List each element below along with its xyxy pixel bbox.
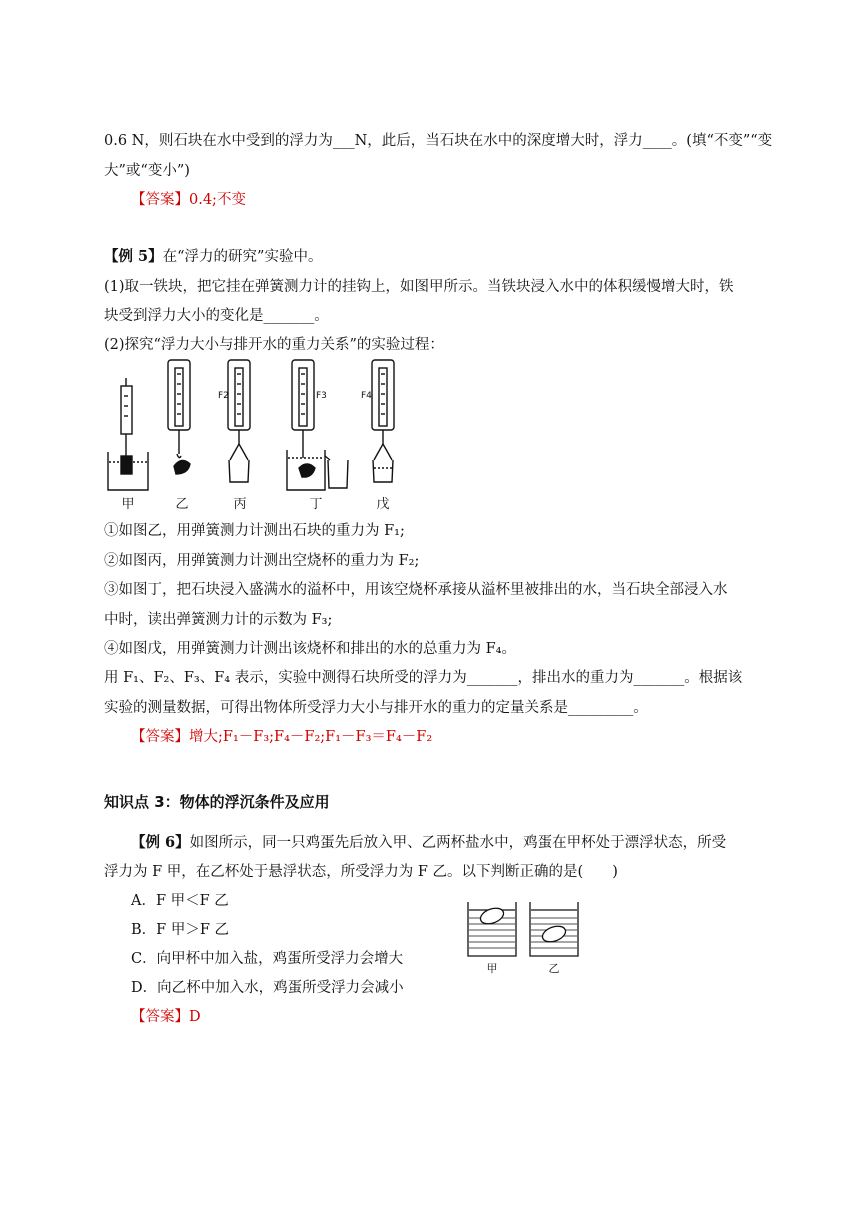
beaker-label-jia: 甲	[486, 962, 498, 975]
option-c: C．向甲杯中加入盐，鸡蛋所受浮力会增大	[131, 951, 404, 967]
question-line1: 用 F₁、F₂、F₃、F₄ 表示，实验中测得石块所受的浮力为_______，排出水的重力为_______。根据该	[104, 670, 743, 686]
answer-line	[131, 727, 432, 747]
beaker-jia	[468, 902, 516, 956]
answer-text: 0.4;不变	[189, 192, 246, 208]
option-b: B．F 甲＞F 乙	[131, 922, 229, 938]
force-label-f3: F3	[316, 391, 327, 401]
step-3-line2: 中时，读出弹簧测力计的示数为 F₃;	[104, 612, 333, 628]
section-heading: 知识点 3：物体的浮沉条件及应用	[104, 793, 330, 811]
option-d: D．向乙杯中加入水，鸡蛋所受浮力会减小	[131, 980, 404, 996]
figure-label-wu: 戊	[376, 497, 390, 512]
text-line: 浮力为 F 甲，在乙杯处于悬浮状态，所受浮力为 F 乙。以下判断正确的是( )	[104, 864, 618, 880]
example-text: 如图所示，同一只鸡蛋先后放入甲、乙两杯盐水中，鸡蛋在甲杯处于漂浮状态，所受	[189, 835, 727, 851]
text-line: 0.6 N，则石块在水中受到的浮力为___N，此后，当石块在水中的深度增大时，浮力____。(填“不变”“变	[104, 133, 773, 149]
example-6-title	[131, 833, 726, 853]
question-line2: 实验的测量数据，可得出物体所受浮力大小与排开水的重力的定量关系是_________。	[104, 700, 648, 716]
example-tag: 【例 5】	[104, 248, 163, 265]
text-line: 块受到浮力大小的变化是_______。	[104, 308, 329, 324]
force-label-f2: F2	[218, 391, 229, 401]
option-a: A．F 甲＜F 乙	[131, 893, 229, 909]
step-3-line1: ③如图丁，把石块浸入盛满水的溢杯中，用该空烧杯承接从溢杯里被排出的水，当石块全部浸入水	[104, 582, 728, 598]
figure-jia	[108, 378, 148, 490]
example-tag: 【例 6】	[131, 834, 190, 851]
figure-label-ding: 丁	[309, 497, 323, 512]
answer-line	[131, 190, 246, 210]
example-intro: 在“浮力的研究”实验中。	[162, 249, 323, 265]
figure-label-bing: 丙	[233, 497, 247, 512]
answer-line	[131, 1007, 201, 1027]
answer-tag: 【答案】	[131, 1009, 189, 1025]
figure-wu	[372, 360, 394, 482]
force-label-f4: F4	[361, 391, 372, 401]
figure-yi	[168, 360, 190, 474]
answer-text: D	[189, 1009, 201, 1025]
figure-label-jia: 甲	[121, 497, 135, 512]
answer-tag: 【答案】	[131, 729, 189, 745]
text-line: (1)取一铁块，把它挂在弹簧测力计的挂钩上，如图甲所示。当铁块浸入水中的体积缓慢增大时，铁	[104, 279, 734, 295]
answer-text: 增大;F₁－F₃;F₄－F₂;F₁－F₃＝F₄－F₂	[189, 729, 433, 745]
beaker-yi	[530, 902, 578, 956]
example-5-title	[104, 247, 322, 267]
text-line: 大”或“变小”)	[104, 163, 190, 179]
answer-tag: 【答案】	[131, 192, 189, 208]
beaker-label-yi: 乙	[548, 962, 560, 975]
experiment-figure	[104, 356, 414, 516]
step-1: ①如图乙，用弹簧测力计测出石块的重力为 F₁;	[104, 523, 405, 539]
step-2: ②如图丙，用弹簧测力计测出空烧杯的重力为 F₂;	[104, 553, 420, 569]
figure-ding	[287, 360, 348, 490]
egg-beaker-figure	[464, 898, 584, 978]
figure-label-yi: 乙	[175, 497, 189, 512]
text-line: (2)探究“浮力大小与排开水的重力关系”的实验过程：	[104, 337, 444, 353]
step-4: ④如图戊，用弹簧测力计测出该烧杯和排出的水的总重力为 F₄。	[104, 641, 516, 657]
figure-bing	[228, 360, 250, 482]
